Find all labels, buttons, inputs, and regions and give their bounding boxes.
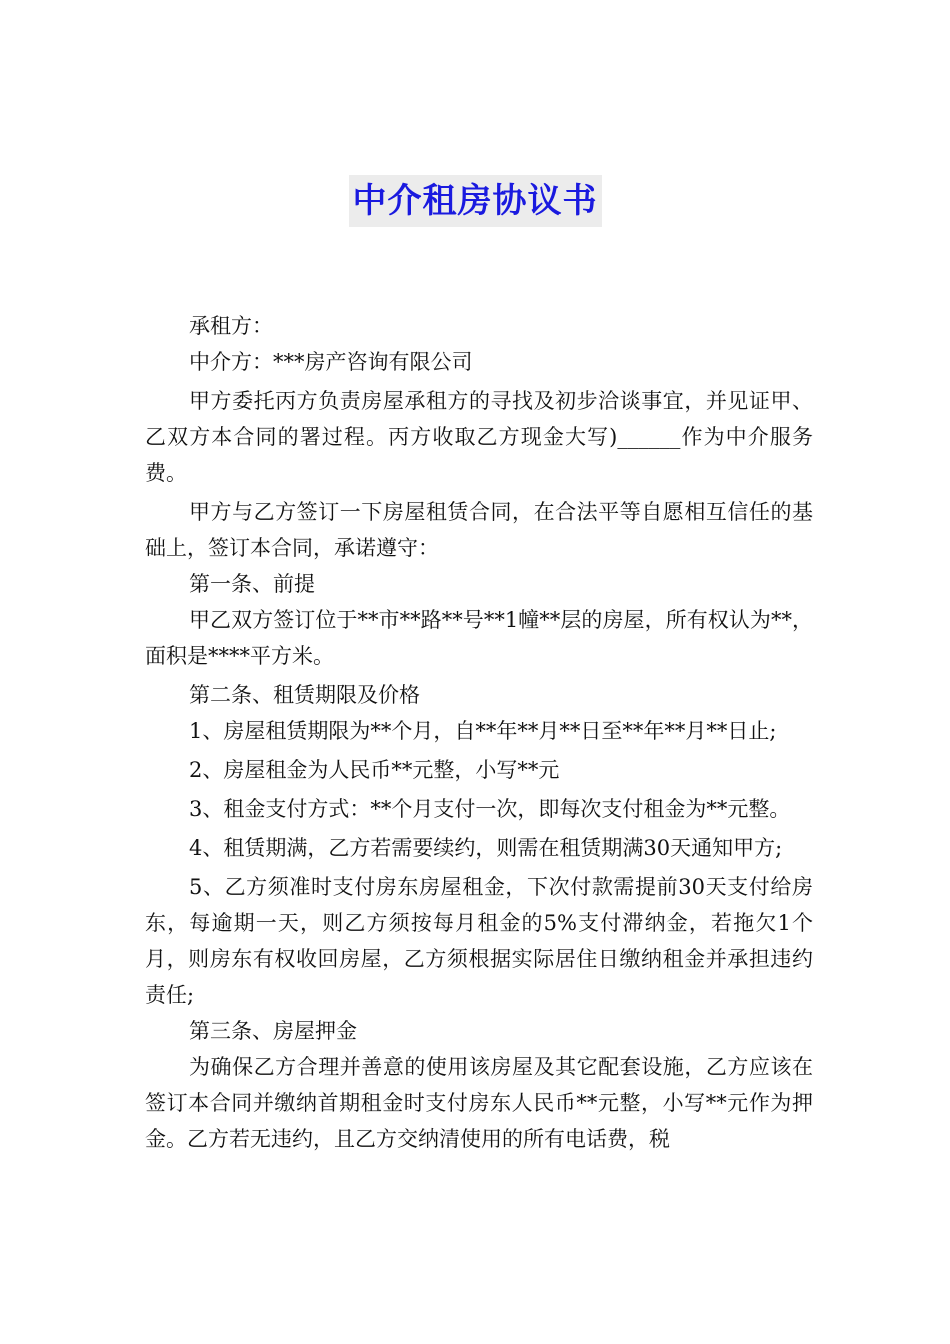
paragraph-agent: 中介方：***房产咨询有限公司: [189, 350, 473, 374]
document-body: [145, 308, 813, 1157]
paragraph-article-3-body: 为确保乙方合理并善意的使用该房屋及其它配套设施，乙方应该在签订本合同并缴纳首期租金时支付房东人民币**元整，小写**元作为押金。乙方若无违约，且乙方交纳清使用的所有电话费，税: [145, 1055, 813, 1151]
document-title: 中介租房协议书: [349, 175, 602, 227]
paragraph-term-1: 1、房屋租赁期限为**个月，自**年**月**日至**年**月**日止;: [189, 719, 777, 743]
paragraph-term-4: 4、租赁期满，乙方若需要续约，则需在租赁期满30天通知甲方;: [189, 836, 783, 860]
paragraph-article-3-heading: 第三条、房屋押金: [189, 1019, 357, 1043]
paragraph-article-2-heading: 第二条、租赁期限及价格: [189, 683, 420, 707]
paragraph-term-5: 5、乙方须准时支付房东房屋租金，下次付款需提前30天支付给房东，每逾期一天，则乙方须按每月租金的5%支付滞纳金，若拖欠1个月，则房东有权收回房屋，乙方须根据实际居住日缴纳租金并承担违约责任;: [145, 875, 813, 1007]
paragraph-article-1-body: 甲乙双方签订位于**市**路**号**1幢**层的房屋，所有权认为**，面积是****平方米。: [145, 608, 813, 668]
paragraph-article-1-heading: 第一条、前提: [189, 572, 315, 596]
title-container: [0, 175, 950, 227]
paragraph-lessee: 承租方：: [189, 314, 273, 338]
paragraph-term-3: 3、租金支付方式：**个月支付一次，即每次支付租金为**元整。: [189, 797, 791, 821]
paragraph-commission: 甲方委托丙方负责房屋承租方的寻找及初步洽谈事宜，并见证甲、乙双方本合同的署过程。丙方收取乙方现金大写)______作为中介服务费。: [145, 389, 813, 485]
paragraph-agreement: 甲方与乙方签订一下房屋租赁合同，在合法平等自愿相互信任的基础上，签订本合同，承诺遵守：: [145, 500, 813, 560]
paragraph-term-2: 2、房屋租金为人民币**元整，小写**元: [189, 758, 560, 782]
